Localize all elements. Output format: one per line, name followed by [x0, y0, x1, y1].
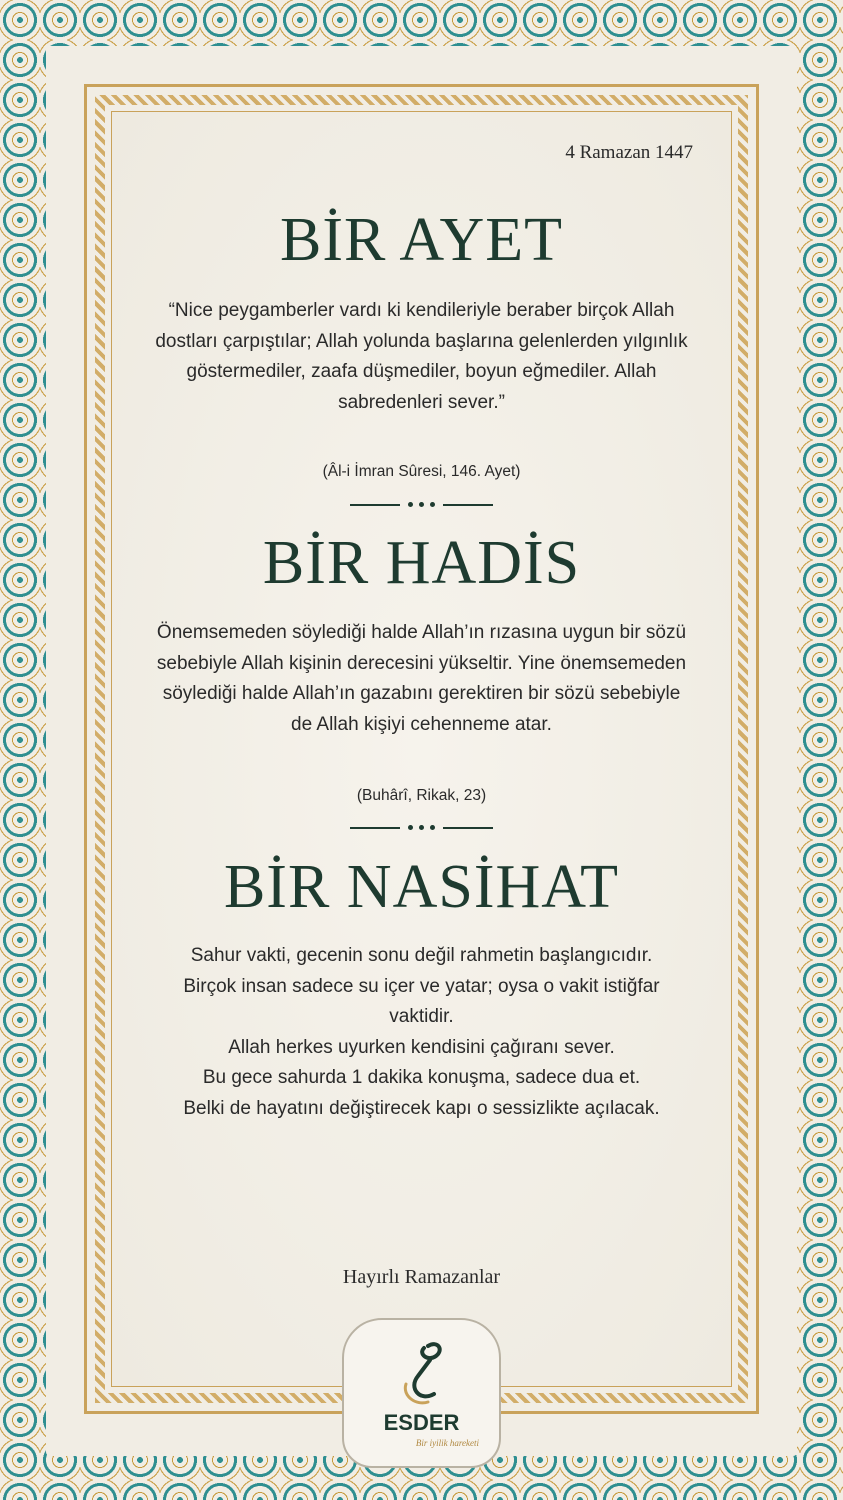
esder-logo-icon	[398, 1336, 448, 1408]
hadis-source: (Buhârî, Rikak, 23)	[356, 787, 487, 804]
logo-name: ESDER	[383, 1410, 460, 1435]
closing-greeting: Hayırlı Ramazanlar	[342, 1266, 501, 1288]
nasihat-title: BİR NASİHAT	[223, 853, 620, 921]
date-label: 4 Ramazan 1447	[565, 142, 693, 163]
nasihat-line: Birçok insan sadece su içer ve yatar; oysa o vakit istiğfar vaktidir.	[183, 975, 660, 1027]
section-divider	[350, 823, 493, 833]
logo-badge	[342, 1318, 501, 1468]
nasihat-line: Sahur vakti, gecenin sonu değil rahmetin başlangıcıdır.	[190, 945, 653, 966]
ayet-title: BİR AYET	[279, 206, 564, 274]
section-divider	[350, 500, 493, 510]
hadis-title: BİR HADİS	[262, 529, 581, 597]
ayet-source: (Âl-i İmran Sûresi, 146. Ayet)	[322, 463, 521, 480]
hadis-text: Önemsemeden söylediği halde Allah’ın rızasına uygun bir sözü sebebiyle Allah kişinin derecesini yükseltir. Yine önemsemeden söylediği halde Allah’ın gazabını gerektiren bir sözü sebebiyle de Allah kişiyi cehenneme atar.	[156, 622, 687, 735]
ayet-text: “Nice peygamberler vardı ki kendileriyle beraber birçok Allah dostları çarpıştılar; Allah yolunda başlarına gelenlerden yılgınlık göstermediler, zaafa düşmediler, boyun eğmediler. Allah sabredenleri sever.”	[155, 300, 688, 413]
nasihat-line: Bu gece sahurda 1 dakika konuşma, sadece dua et.	[202, 1067, 641, 1088]
nasihat-line: Allah herkes uyurken kendisini çağıranı sever.	[228, 1036, 615, 1058]
nasihat-text	[150, 941, 693, 1124]
logo-tagline: Bir iyilik hareketi	[415, 1438, 479, 1448]
nasihat-line: Belki de hayatını değiştirecek kapı o sessizlikte açılacak.	[183, 1097, 660, 1119]
